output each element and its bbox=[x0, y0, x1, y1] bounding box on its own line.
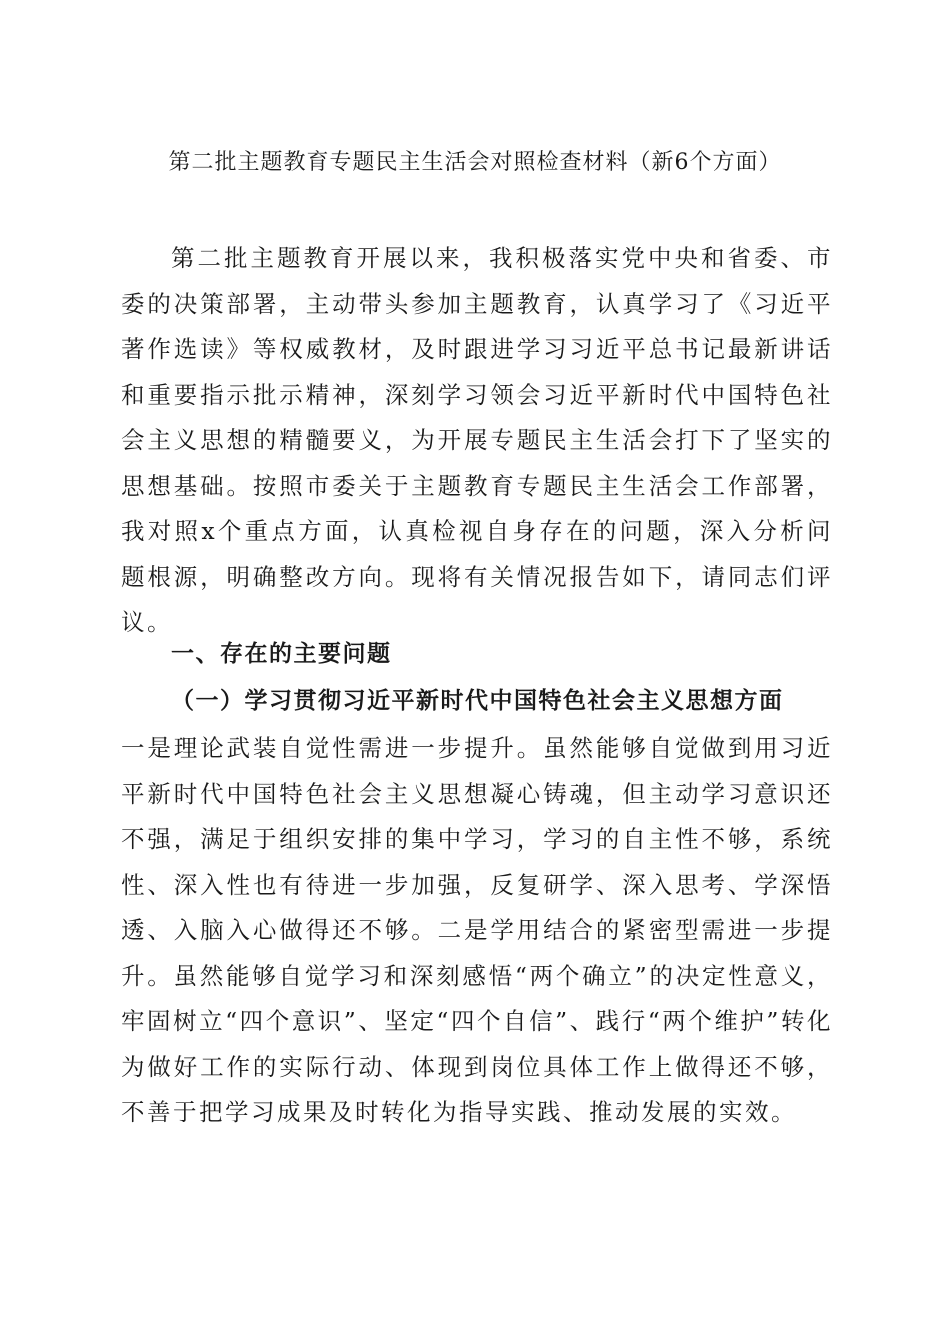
intro-paragraph: 第二批主题教育开展以来，我积极落实党中央和省委、市委的决策部署，主动带头参加主题教育，认真学习了《习近平著作选读》等权威教材，及时跟进学习习近平总书记最新讲话和重要指示批示精神，深刻学习领会习近平新时代中国特色社会主义思想的精髓要义，为开展专题民主生活会打下了坚实的思想基础。按照市委关于主题教育专题民主生活会工作部署，我对照x个重点方面，认真检视自身存在的问题，深入分析问题根源，明确整改方向。现将有关情况报告如下，请同志们评议。 bbox=[121, 244, 833, 636]
subsection-body-paragraph: 一是理论武装自觉性需进一步提升。虽然能够自觉做到用习近平新时代中国特色社会主义思想凝心铸魂，但主动学习意识还不强，满足于组织安排的集中学习，学习的自主性不够，系统性、深入性也有待进一步加强，反复研学、深入思考、学深悟透、入脑入心做得还不够。二是学用结合的紧密型需进一步提升。虽然能够自觉学习和深刻感悟“两个确立”的决定性意义，牢固树立“四个意识”、坚定“四个自信”、践行“两个维护”转化为做好工作的实际行动、体现到岗位具体工作上做得还不够，不善于把学习成果及时转化为指导实践、推动发展的实效。 bbox=[121, 734, 833, 1126]
section-heading: 一、存在的主要问题 bbox=[171, 641, 392, 667]
document-title: 第二批主题教育专题民主生活会对照检查材料（新6个方面） bbox=[168, 150, 782, 175]
subsection-heading: （一）学习贯彻习近平新时代中国特色社会主义思想方面 bbox=[171, 687, 784, 714]
